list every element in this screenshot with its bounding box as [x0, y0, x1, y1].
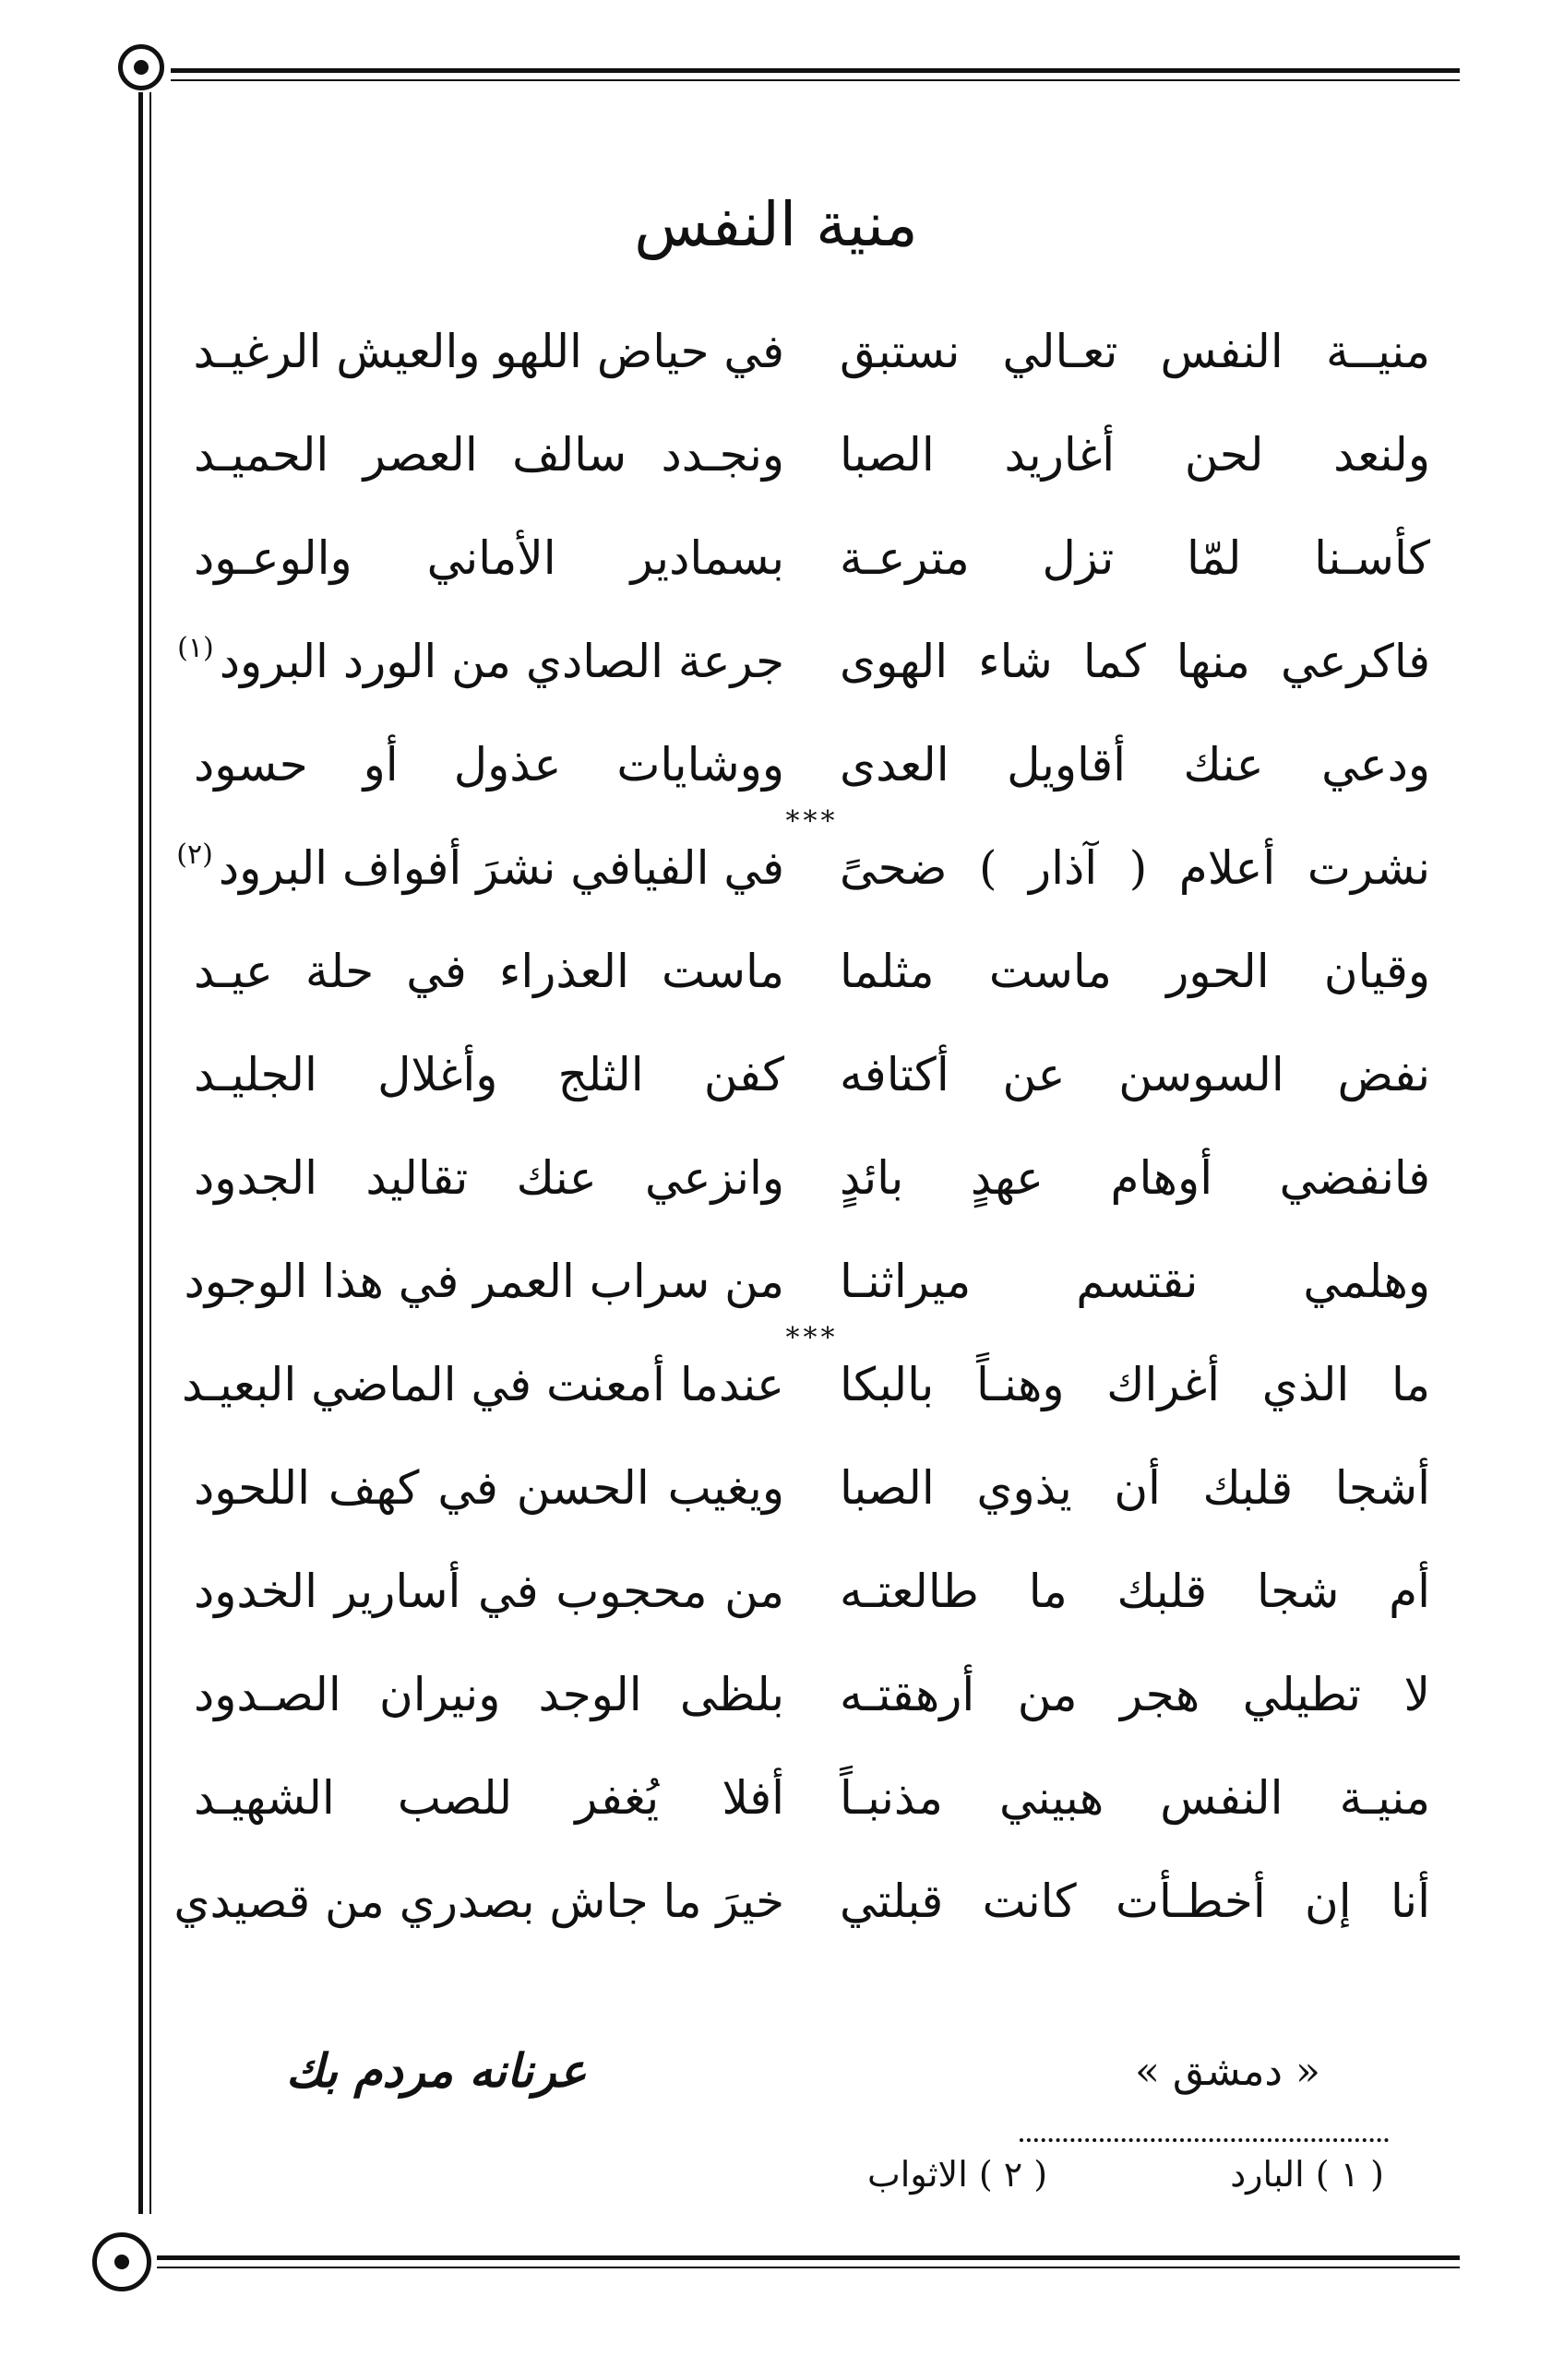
poet-signature: عرنانه مردم بك [286, 2043, 587, 2098]
left-border-thick [138, 92, 143, 2214]
bottom-rule-thick [157, 2255, 1460, 2260]
verse-second-hemistich-text: كفن الثلج وأغلال الجليـد [194, 1048, 784, 1101]
verse-first-hemistich: وقيان الحور ماست مثلما [840, 945, 1430, 998]
poem-place: « دمشق » [1135, 2048, 1320, 2095]
verse-line [176, 839, 1430, 945]
verse-second-hemistich [194, 1048, 784, 1101]
verse-first-hemistich: وهلمي نقتسم ميراثنـا [840, 1255, 1430, 1308]
verse-second-hemistich-text: وانزعي عنك تقاليد الجدود [194, 1151, 784, 1205]
verse-line [194, 1461, 1430, 1565]
footnote-marker: (١) [177, 632, 214, 664]
verse-second-hemistich [194, 738, 784, 791]
verse-second-hemistich-text: في الفيافي نشرَ أفواف البرود [218, 841, 784, 895]
verse-second-hemistich-text: في حياض اللهو والعيش الرغيـد [193, 325, 784, 378]
verse-first-hemistich: لا تطيلي هجر من أرهقتـه [840, 1668, 1430, 1721]
verse-line [181, 1358, 1430, 1461]
verse-second-hemistich [184, 1255, 784, 1308]
stanza-separator: *** [785, 1322, 839, 1354]
footnote-marker: (٢) [176, 839, 213, 871]
verse-second-hemistich-text: خيرَ ما جاش بصدري من قصيدي [173, 1874, 784, 1928]
verse-line [194, 428, 1430, 531]
top-rule-thick [171, 68, 1460, 73]
verse-first-hemistich: ولنعد لحن أغاريد الصبا [840, 428, 1430, 482]
verse-second-hemistich [181, 1358, 784, 1411]
bottom-rule-thin [157, 2267, 1460, 2268]
verse-first-hemistich: أنا إن أخطـأت كانت قبلتي [840, 1874, 1430, 1928]
verse-second-hemistich-text: ووشايات عذول أو حسود [194, 738, 784, 791]
verse-line [194, 1565, 1430, 1668]
stanza-separator: *** [785, 805, 839, 838]
verse-second-hemistich [194, 945, 784, 998]
verse-second-hemistich-text: أفلا يُغفر للصب الشهيـد [194, 1771, 784, 1825]
verse-second-hemistich-text: ويغيب الحسن في كهف اللحود [194, 1461, 784, 1515]
verse-second-hemistich-text: من محجوب في أسارير الخدود [194, 1565, 784, 1618]
verse-first-hemistich: ما الذي أغراك وهنـاً بالبكا [840, 1358, 1430, 1411]
verse-second-hemistich [194, 1151, 784, 1205]
verse-first-hemistich: ودعي عنك أقاويل العدى [840, 738, 1430, 791]
verse-second-hemistich [173, 1874, 784, 1928]
footnote-1: ( ١ ) البارد [1230, 2154, 1384, 2195]
verse-second-hemistich-text: من سراب العمر في هذا الوجود [184, 1255, 784, 1308]
verse-second-hemistich [194, 1668, 784, 1721]
verse-second-hemistich-text: بسمادير الأماني والوعـود [194, 531, 784, 585]
verse-first-hemistich: نشرت أعلام ( آذار ) ضحىً [840, 841, 1430, 895]
poem-body [173, 325, 1430, 1978]
verse-line [194, 945, 1430, 1048]
verse-line [194, 1771, 1430, 1874]
verse-second-hemistich-text: ونجـدد سالف العصر الحميـد [194, 428, 784, 482]
verse-first-hemistich: كأسـنا لمّا تزل مترعـة [840, 531, 1430, 585]
top-ornament-icon [118, 44, 164, 90]
verse-line [194, 531, 1430, 635]
verse-second-hemistich [194, 1565, 784, 1618]
verse-first-hemistich: نفض السوسن عن أكتافه [840, 1048, 1430, 1101]
verse-second-hemistich [194, 1461, 784, 1515]
verse-line [194, 1048, 1430, 1151]
verse-first-hemistich: منيــة النفس تعـالي نستبق [840, 325, 1430, 378]
bottom-ornament-icon [92, 2232, 151, 2291]
left-border-thin [149, 92, 151, 2214]
verse-first-hemistich: فانفضي أوهام عهدٍ بائدٍ [840, 1151, 1430, 1205]
verse-second-hemistich-text: جرعة الصادي من الورد البرود [219, 635, 784, 688]
verse-second-hemistich [194, 428, 784, 482]
verse-first-hemistich: فاكرعي منها كما شاء الهوى [840, 635, 1430, 688]
verse-first-hemistich: أشجا قلبك أن يذوي الصبا [840, 1461, 1430, 1515]
verse-second-hemistich [194, 325, 784, 378]
footnote-separator [1020, 2138, 1389, 2142]
verse-line [194, 325, 1430, 428]
footnotes [867, 2154, 1384, 2195]
poem-title: منية النفس [634, 189, 918, 260]
verse-second-hemistich [177, 632, 784, 688]
verse-first-hemistich: أم شجا قلبك ما طالعتـه [840, 1565, 1430, 1618]
verse-line [177, 632, 1430, 738]
verse-second-hemistich [176, 839, 784, 895]
verse-second-hemistich-text: عندما أمعنت في الماضي البعيـد [181, 1358, 784, 1411]
verse-second-hemistich-text: ماست العذراء في حلة عيـد [194, 945, 784, 998]
verse-second-hemistich [194, 531, 784, 585]
verse-second-hemistich [194, 1771, 784, 1825]
verse-second-hemistich-text: بلظى الوجد ونيران الصـدود [194, 1668, 784, 1721]
top-rule-thin [171, 79, 1460, 81]
verse-line [194, 1151, 1430, 1255]
verse-line [194, 1668, 1430, 1771]
verse-line [173, 1874, 1430, 1978]
verse-first-hemistich: منيـة النفس هبيني مذنبـاً [840, 1771, 1430, 1825]
footnote-2: ( ٢ ) الاثواب [867, 2154, 1048, 2195]
